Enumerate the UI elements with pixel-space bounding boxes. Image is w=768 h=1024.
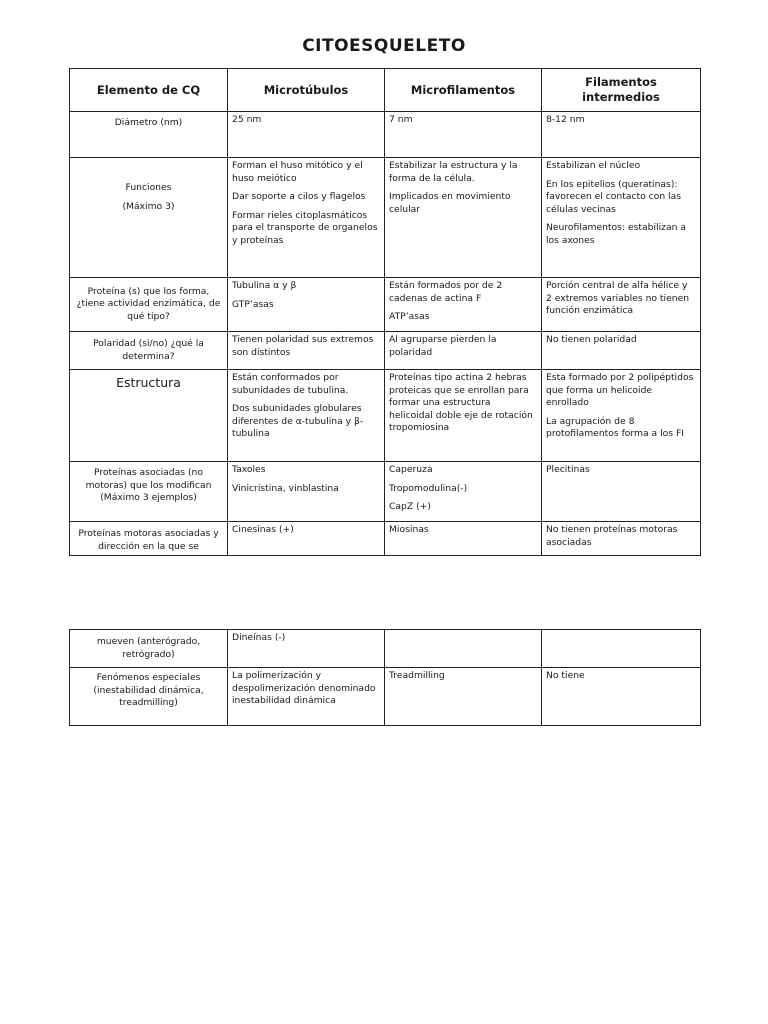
table-cell bbox=[385, 112, 542, 158]
cell-text: 8-12 nm bbox=[546, 114, 585, 125]
row-label-text: Proteínas asociadas (no motoras) que los modifican (Máximo 3 ejemplos) bbox=[85, 467, 212, 504]
cell-text: Plecitinas bbox=[546, 464, 590, 475]
cell-text: Forman el huso mitótico y el huso meiótico bbox=[232, 160, 363, 184]
cell-text: Neurofilamentos: estabilizan a los axones bbox=[546, 222, 686, 246]
cell-text: No tienen proteínas motoras asociadas bbox=[546, 524, 678, 548]
cell-text: Dos subunidades globulares diferentes de α-tubulina y β-tubulina bbox=[232, 403, 364, 440]
row-label-text: Estructura bbox=[116, 375, 181, 390]
table-cell bbox=[385, 668, 542, 726]
table-cell bbox=[542, 668, 701, 726]
header-cell: Microfilamentos bbox=[385, 69, 542, 112]
cell-text: Implicados en movimiento celular bbox=[389, 191, 511, 215]
cell-text: La agrupación de 8 protofilamentos forma a los FI bbox=[546, 415, 684, 440]
row-label bbox=[70, 158, 228, 278]
table-cell bbox=[228, 522, 385, 556]
row-label bbox=[70, 462, 228, 522]
table-row bbox=[70, 630, 701, 668]
header-cell: Filamentos intermedios bbox=[542, 69, 701, 112]
cell-text: 25 nm bbox=[232, 114, 262, 125]
table-cell bbox=[542, 462, 701, 522]
row-label-text: Proteínas motoras asociadas y dirección en la que se bbox=[78, 528, 219, 552]
table-cell bbox=[228, 158, 385, 278]
table-cell bbox=[228, 668, 385, 726]
table-row bbox=[70, 332, 701, 370]
cell-text: Cinesinas (+) bbox=[232, 524, 294, 535]
cell-text: Vinicristina, vinblastina bbox=[232, 482, 339, 494]
table-cell bbox=[228, 370, 385, 462]
cell-text: Tropomodulina(-) bbox=[389, 482, 468, 494]
cytoskeleton-table bbox=[69, 68, 701, 556]
table-row bbox=[70, 112, 701, 158]
table-row bbox=[70, 370, 701, 462]
table-row bbox=[70, 462, 701, 522]
row-label bbox=[70, 668, 228, 726]
row-label bbox=[70, 332, 228, 370]
cell-text: Tubulina α y β bbox=[232, 280, 297, 291]
cell-text: Estabilizan el núcleo bbox=[546, 160, 641, 171]
row-label-text: (Máximo 3) bbox=[122, 200, 175, 212]
page-title: CITOESQUELETO bbox=[302, 36, 466, 56]
table-cell bbox=[228, 630, 385, 668]
table-cell bbox=[385, 278, 542, 332]
table-cell bbox=[228, 332, 385, 370]
cell-text: En los epitelios (queratinas): favorecen el contacto con las células vecinas bbox=[546, 178, 682, 215]
cell-text: Al agruparse pierden la polaridad bbox=[389, 334, 497, 358]
cell-text: Proteínas tipo actina 2 hebras proteicas que se enrollan para formar una estructura helicoidal doble eje de rotación tropomiosina bbox=[389, 372, 533, 434]
row-label-text: Diámetro (nm) bbox=[114, 117, 183, 128]
cell-text: No tienen polaridad bbox=[546, 334, 637, 345]
row-label bbox=[70, 522, 228, 556]
table-cell bbox=[542, 522, 701, 556]
table-cell bbox=[542, 332, 701, 370]
cell-text: Esta formado por 2 polipéptidos que forma un helicoide enrollado bbox=[546, 372, 694, 409]
cell-text: Dineínas (-) bbox=[232, 632, 286, 643]
cell-text: Formar rieles citoplasmáticos para el transporte de organelos y proteínas bbox=[232, 209, 378, 246]
table-cell bbox=[385, 630, 542, 668]
cell-text: La polimerización y despolimerización denominado inestabilidad dinámica bbox=[232, 670, 376, 707]
cell-text: GTP’asas bbox=[232, 298, 274, 310]
table-row bbox=[70, 668, 701, 726]
cytoskeleton-table-continued bbox=[69, 629, 701, 726]
row-label bbox=[70, 112, 228, 158]
table-cell bbox=[385, 370, 542, 462]
cell-text: Están formados por de 2 cadenas de actina F bbox=[389, 280, 503, 304]
cell-text: Estabilizar la estructura y la forma de la célula. bbox=[389, 160, 518, 184]
row-label-text: Fenómenos especiales (inestabilidad dinámica, treadmilling) bbox=[93, 672, 204, 709]
row-label bbox=[70, 278, 228, 332]
table-row bbox=[70, 158, 701, 278]
cell-text: Caperuza bbox=[389, 464, 433, 475]
table-cell bbox=[542, 630, 701, 668]
header-cell: Elemento de CQ bbox=[70, 69, 228, 112]
cell-text: CapZ (+) bbox=[389, 501, 431, 513]
cell-text: Están conformados por subunidades de tubulina. bbox=[232, 372, 349, 396]
table-cell bbox=[228, 112, 385, 158]
row-label-text: mueven (anterógrado, retrógrado) bbox=[96, 635, 201, 660]
header-cell: Microtúbulos bbox=[228, 69, 385, 112]
table-cell bbox=[385, 462, 542, 522]
cell-text: Taxoles bbox=[232, 464, 266, 475]
row-label-text: Funciones bbox=[125, 182, 172, 193]
table-cell bbox=[385, 332, 542, 370]
table-cell bbox=[228, 278, 385, 332]
table-cell bbox=[385, 522, 542, 556]
cell-text: ATP’asas bbox=[389, 311, 430, 323]
table-cell bbox=[542, 278, 701, 332]
table-cell bbox=[542, 370, 701, 462]
row-label bbox=[70, 370, 228, 462]
cell-text: No tiene bbox=[546, 670, 585, 681]
table-row bbox=[70, 278, 701, 332]
cell-text: Porción central de alfa hélice y 2 extremos variables no tienen función enzimática bbox=[546, 280, 690, 317]
table-cell bbox=[385, 158, 542, 278]
cell-text: Miosinas bbox=[389, 524, 429, 535]
cell-text: Treadmilling bbox=[389, 670, 445, 681]
row-label-text: Proteína (s) que los forma, ¿tiene actividad enzimática, de qué tipo? bbox=[76, 285, 221, 322]
table-cell bbox=[228, 462, 385, 522]
row-label bbox=[70, 630, 228, 668]
cell-text: Tienen polaridad sus extremos son distintos bbox=[232, 334, 374, 358]
header-row bbox=[70, 69, 701, 112]
cell-text: Dar soporte a cilos y flagelos bbox=[232, 191, 366, 203]
table-cell bbox=[542, 158, 701, 278]
row-label-text: Polaridad (si/no) ¿qué la determina? bbox=[93, 337, 204, 362]
table-row bbox=[70, 522, 701, 556]
table-cell bbox=[542, 112, 701, 158]
cell-text: 7 nm bbox=[389, 114, 413, 125]
